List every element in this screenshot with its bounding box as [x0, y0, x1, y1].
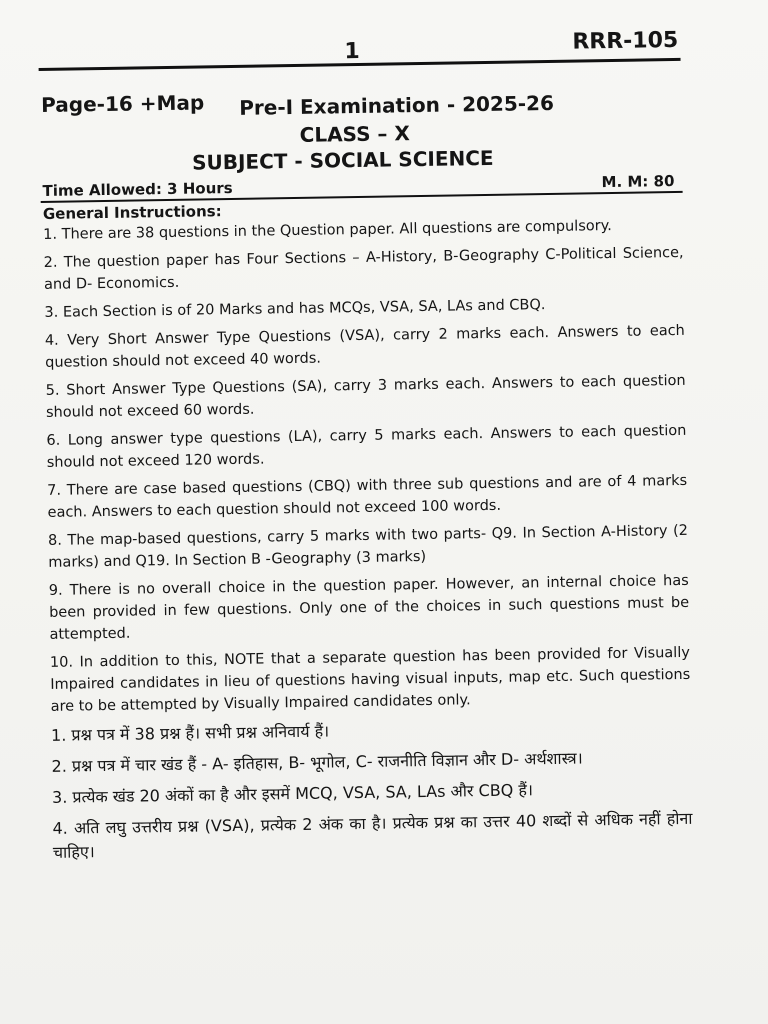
instruction-list — [41, 214, 693, 865]
class-title: CLASS – X — [299, 121, 411, 147]
instruction-item: 1. There are 38 questions in the Question paper. All questions are compulsory. — [43, 218, 612, 243]
paper-code: RRR-105 — [572, 27, 679, 55]
instruction-item: 10. In addition to this, NOTE that a separate question has been provided for Visually Impaired candidates in lieu of questions having visual inputs, map etc. Such questions are to be attempted by Visually Impaired candidates only. — [49, 644, 691, 715]
time-allowed: Time Allowed: 3 Hours — [42, 178, 233, 200]
instruction-item: 5. Short Answer Type Questions (SA), carry 3 marks each. Answers to each question should not exceed 60 words. — [45, 372, 686, 421]
instruction-item: 7. There are case based questions (CBQ) with three sub questions and are of 4 marks each. Answers to each question should not exceed 100 words. — [47, 472, 688, 521]
instruction-item: 4. Very Short Answer Type Questions (VSA), carry 2 marks each. Answers to each question should not exceed 40 words. — [44, 322, 685, 371]
instruction-item: 3. Each Section is of 20 Marks and has MCQs, VSA, SA, LAs and CBQ. — [44, 297, 546, 321]
exam-document — [38, 20, 693, 872]
paper-header — [39, 61, 682, 175]
instruction-item: 2. The question paper has Four Sections – A-History, B-Geography C-Political Science, and D- Economics. — [43, 244, 684, 293]
max-marks: M. M: 80 — [601, 172, 675, 192]
exam-title: Pre-I Examination - 2025-26 — [239, 90, 555, 120]
instruction-item: 8. The map-based questions, carry 5 marks with two parts- Q9. In Section A-History (2 marks) and Q19. In Section B -Geography (3 marks) — [47, 522, 689, 571]
hindi-instruction-item: 3. प्रत्येक खंड 20 अंकों का है और इसमें MCQ, VSA, SA, LAs और CBQ हैं। — [51, 780, 534, 807]
hindi-instruction-item: 4. अति लघु उत्तरीय प्रश्न (VSA), प्रत्येक 2 अंक का है। प्रत्येक प्रश्न का उत्तर 40 शब्दों से अधिक नहीं होना चाहिए। — [52, 808, 693, 862]
instruction-item: 9. There is no overall choice in the question paper. However, an internal choice has been provided in few questions. Only one of the choices in such questions must be attempted. — [48, 572, 690, 643]
instruction-item: 6. Long answer type questions (LA), carry 5 marks each. Answers to each question should not exceed 120 words. — [46, 422, 687, 471]
hindi-instruction-item: 2. प्रश्न पत्र में चार खंड हैं - A- इतिहास, B- भूगोल, C- राजनीति विज्ञान और D- अर्थशास्त्र। — [51, 748, 583, 776]
general-instructions-heading: General Instructions: — [42, 202, 222, 223]
subject-title: SUBJECT - SOCIAL SCIENCE — [191, 145, 494, 175]
hindi-instruction-item: 1. प्रश्न पत्र में 38 प्रश्न हैं। सभी प्रश्न अनिवार्य हैं। — [50, 721, 330, 745]
page-number: 1 — [344, 38, 360, 65]
page-label: Page-16 +Map — [40, 90, 205, 117]
